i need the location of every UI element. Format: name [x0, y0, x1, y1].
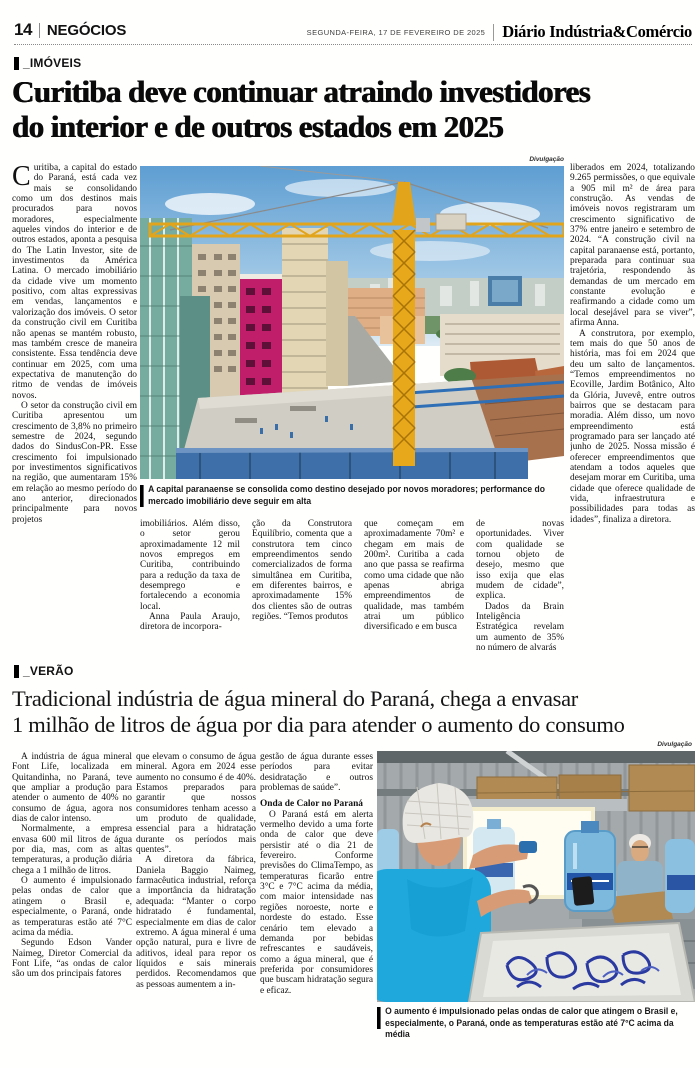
paragraph: O setor da construção civil em Curitiba apresentou um crescimento de 3,8% no primeiro semestre de 2024, segundo dados do SindusCon-PR. Esse crescimento foi impulsionado por investimentos significativos na região, que aumentaram 15% em relação ao mesmo período do ano anterior, direcionados principalmente para novos projetos: [12, 400, 137, 525]
header-vline: [493, 24, 494, 41]
construction-photo-illustration: [140, 166, 564, 479]
kicker-label: _IMÓVEIS: [23, 56, 82, 70]
paragraph: gestão de água durante esses períodos para evitar desidratação e outros problemas de saúde”.: [260, 752, 373, 794]
page-header: [14, 20, 126, 40]
paragraph: imobiliários. Além disso, o setor gerou aproximadamente 12 mil novos empregos em Curitiba, contribuindo para a redução da taxa de desemprego e fortalecendo a economia local.: [140, 519, 240, 612]
kicker-label: _VERÃO: [23, 664, 74, 678]
article1-column-d: [476, 519, 564, 669]
article2-column-3: [260, 752, 373, 1058]
article1-column-c: [364, 519, 464, 669]
section-name: NEGÓCIOS: [46, 21, 127, 39]
article1-column-b: [252, 519, 352, 669]
kicker-bar: [14, 57, 19, 70]
header-dotted-rule: [14, 44, 692, 45]
paragraph: Normalmente, a empresa envasa 600 mil litros de água por dia, mas, com as altas temperaturas, a produção diária chega a 1 milhão de litros.: [12, 824, 132, 876]
article2-headline: [12, 686, 694, 738]
paragraph: O aumento é impulsionado pelas ondas de calor que atingem o Brasil e, especialmente, o Paraná, onde as temperaturas estão até 7°C acima da média.: [12, 876, 132, 938]
photo1-caption: [140, 484, 563, 507]
article2-column-1: [12, 752, 132, 1058]
paragraph: que começam em aproximadamente 70m² e chegam em mais de 200m². Curitiba a cada ano que passa se reafirma como uma cidade que não apenas abriga empreendimentos de qualidade, mas também atrai um público diversificado e em busca: [364, 519, 464, 633]
photo2-caption: [377, 1006, 695, 1041]
caption-text: A capital paranaense se consolida como destino desejado por novos moradores; performance do mercado imobiliário deve seguir em alta: [148, 484, 545, 507]
paragraph: que elevam o consumo de água mineral. Agora em 2024 esse aumento no consumo é de 40%. Estamos preparados para garantir que nossos consumidores tenham acesso a um produto de qualidade, essencial para a hidratação durante os períodos mais quentes”.: [136, 752, 256, 856]
kicker-bar: [14, 665, 19, 678]
paragraph: A diretora da fábrica, Daniela Baggio Naimeg, farmacêutica industrial, reforça a importância da hidratação adequada: “Manter o corpo hidratado é fundamental, especialmente em dias de calor extremo. A água mineral é uma opção natural, pura e livre de aditivos, ideal para repor os líquidos e sais minerais perdidos. Recomendamos que as pessoas aumentem a in-: [136, 855, 256, 990]
article1-column-a: [140, 519, 240, 669]
paragraph: Anna Paula Araujo, diretora de incorpora-: [140, 612, 240, 633]
kicker-verao: [14, 664, 74, 678]
subhead-onda-de-calor: Onda de Calor no Paraná: [260, 799, 363, 810]
masthead: Diário Indústria&Comércio: [502, 22, 692, 41]
headline-line1: Tradicional indústria de água mineral do Paraná, chega a envasar: [12, 686, 578, 711]
caption-bar: [140, 485, 144, 507]
construction-photo: [140, 166, 564, 479]
article1-column-left: [12, 163, 137, 665]
paragraph: uritiba, a capital do estado do Paraná, está cada vez mais se consolidando como um dos destinos mais procurados para novos moradores, especialmente aqueles vindos do interior e de outros estados, aponta a pesquisa do The Latin Investor, site de investimentos da América Latina. O mercado imobiliário da cidade vive um momento positivo, com altas expressivas em vendas, lançamentos e valorização dos imóveis. O setor da construção civil em Curitiba não apenas se mantém robusto, mas também cresce de maneira consistente. Essa tendência deve continuar em 2025, com uma expectativa de manutenção do ritmo de vendas de imóveis novos.: [12, 163, 137, 401]
paragraph: O Paraná está em alerta vermelho devido a uma forte onda de calor que deve persistir até o dia 21 de fevereiro. Conforme previsões do ClimaTempo, as temperaturas ficarão entre 3°C e 7°C acima da média, com maior intensidade nas regiões noroeste, norte e nordeste do estado. Esse cenário tem elevado a demanda por bebidas refrescantes e saudáveis, como a água mineral, que é preferida por consumidores que buscam hidratação segura e eficaz.: [260, 809, 373, 996]
header-divider: [39, 23, 40, 38]
paragraph: A construtora, por exemplo, tem mais do que 50 anos de história, mas foi em 2024 que deu um salto de lançamentos. “Temos empreendimentos no Ecoville, Jardim Botânico, Alto da Glória, Juvevê, entre outros bairros que se destacam para moradia. Além disso, um novo empreendimento está programado para ser lançado até junho de 2025. Nossa missão é oferecer empreendimentos que atendam a todos aqueles que desejam morar em Curitiba, uma cidade que oferece qualidade de vida, infraestrutura e possibilidades para todas as idades”, finaliza a diretora.: [570, 328, 695, 525]
photo1-credit: Divulgação: [529, 156, 564, 163]
box-of-blue-handles: [469, 923, 695, 1002]
paragraph: liberados em 2024, totalizando 9.265 permissões, o que equivale a 905 mil m² de área para construção. As vendas de imóveis novos registraram um crescimento significativo de 37% entre janeiro e setembro de 2024. “A construção civil na capital paranaense está, portanto, preparada para continuar sua trajetória, respondendo às demandas de um mercado em constante evolução e reafirmando a cidade como um local desejável para se viver”, afirma Anna.: [570, 163, 695, 329]
paragraph: A indústria de água mineral Font Life, localizada em Quitandinha, no Paraná, teve que ampliar a produção para atender o aumento de 40% no consumo de água, agora nos dias de calor intenso.: [12, 752, 132, 825]
dropcap: C: [12, 163, 31, 192]
article2-column-2: [136, 752, 256, 1058]
photo2-credit: Divulgação: [657, 741, 692, 748]
page-number: 14: [14, 20, 32, 39]
paragraph: ção da Construtora Equilíbrio, comenta que a construtora tem cinco empreendimentos sendo comercializados de forma simultânea em Curitiba, em diferentes bairros, e aproximadamente 15% dos clientes são de outras regiões. “Temos produtos: [252, 519, 352, 623]
factory-photo: [377, 751, 695, 1002]
caption-text: O aumento é impulsionado pelas ondas de calor que atingem o Brasil e, especialmente, o Paraná, onde as temperaturas estão até 7°C acima da média: [385, 1006, 678, 1040]
article1-headline: [12, 74, 694, 144]
article1-column-right: [570, 163, 695, 665]
headline-line2: do interior e de outros estados em 2025: [12, 109, 504, 144]
factory-photo-illustration: [377, 751, 695, 1002]
paragraph: Segundo Edson Vander Naimeg, Diretor Comercial da Font Life, “as ondas de calor são um dos principais fatores: [12, 938, 132, 980]
edition-date: SEGUNDA-FEIRA, 17 DE FEVEREIRO DE 2025: [306, 27, 486, 37]
header-right: [307, 22, 692, 42]
headline-line2: 1 milhão de litros de água por dia para atender o aumento do consumo: [12, 712, 625, 737]
kicker-imoveis: [14, 56, 81, 70]
headline-line1: Curitiba deve continuar atraindo investidores: [12, 74, 591, 109]
paragraph: de novas oportunidades. Viver com qualidade se tornou objeto de desejo, mesmo que isso exija que elas mudem de cidade”, explica.: [476, 519, 564, 602]
caption-bar: [377, 1007, 381, 1029]
paragraph: Dados da Brain Inteligência Estratégica revelam um aumento de 35% no número de alvarás: [476, 601, 564, 654]
